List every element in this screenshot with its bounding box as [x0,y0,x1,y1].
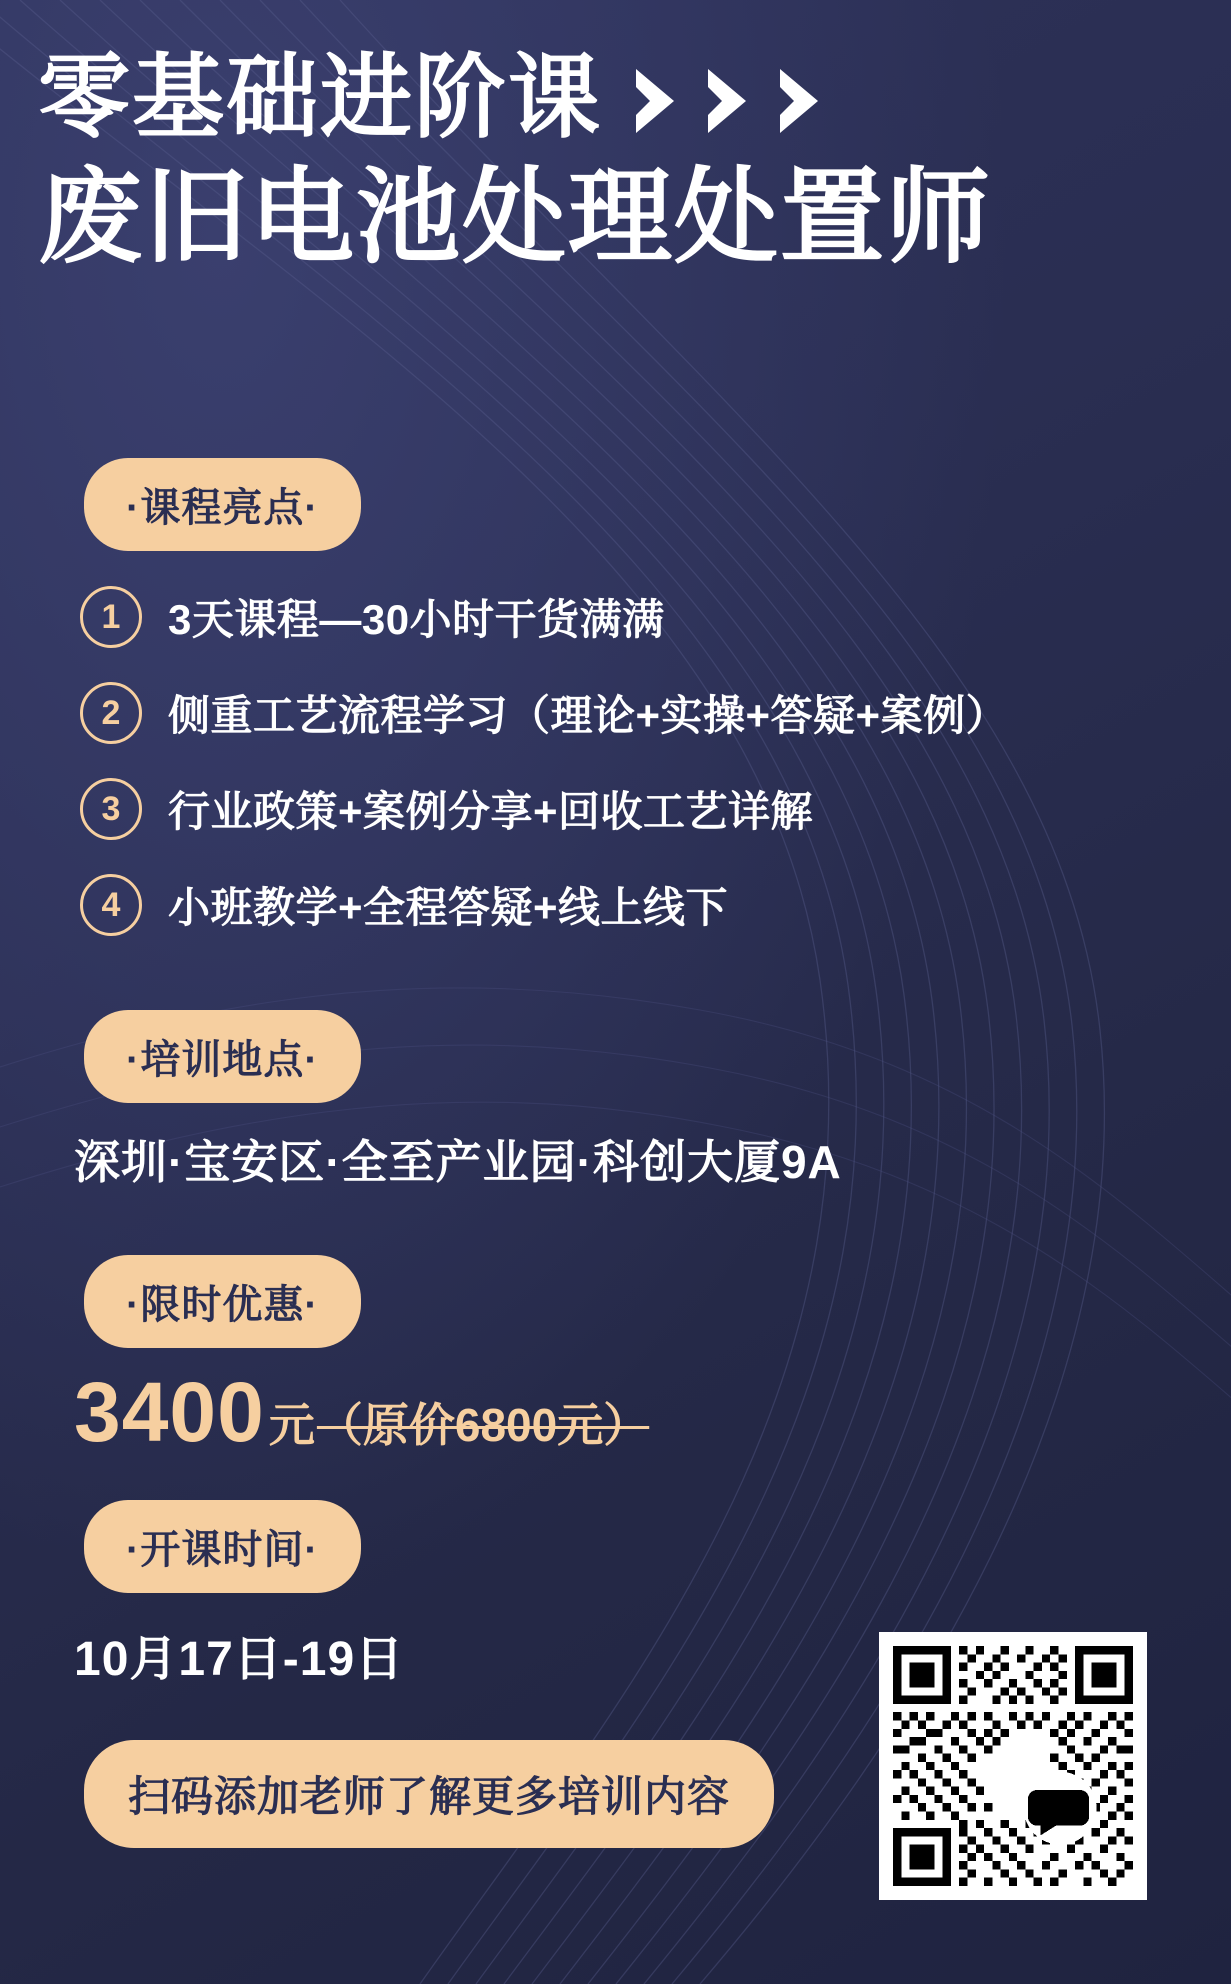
price-amount: 3400 [74,1365,265,1459]
training-location-text: 深圳·宝安区·全至产业园·科创大厦9A [74,1136,842,1188]
list-item-label: 3天课程—30小时干货满满 [168,596,665,643]
wechat-qr-code[interactable] [879,1632,1147,1900]
list-item-label: 侧重工艺流程学习（理论+实操+答疑+案例） [168,692,1009,739]
list-item-number: 4 [80,874,142,936]
list-item [80,586,1170,648]
list-item-label: 小班教学+全程答疑+线上线下 [168,884,729,931]
price-unit: 元 [268,1399,315,1451]
double-chevron-right-icon [630,63,844,139]
title-line-1: 零基础进阶课 [38,47,603,149]
course-date-text: 10月17日-19日 [74,1633,405,1686]
list-item [80,682,1170,744]
list-item-number: 1 [80,586,142,648]
scan-qr-cta-button[interactable]: 扫码添加老师了解更多培训内容 [84,1740,774,1848]
chat-bubble-icon [1024,1772,1097,1845]
list-item [80,778,1170,840]
title-line-2: 废旧电池处理处置师 [38,159,993,276]
poster-title [38,47,1198,276]
section-label-location: ·培训地点· [84,1010,361,1103]
list-item-number: 2 [80,682,142,744]
original-price: （原价6800元） [316,1399,650,1451]
highlights-list [80,586,1170,970]
list-item-label: 行业政策+案例分享+回收工艺详解 [168,788,814,835]
section-label-highlights: ·课程亮点· [84,458,361,551]
list-item [80,874,1170,936]
section-label-discount: ·限时优惠· [84,1255,361,1348]
section-label-schedule: ·开课时间· [84,1500,361,1593]
list-item-number: 3 [80,778,142,840]
price-block [74,1365,650,1459]
